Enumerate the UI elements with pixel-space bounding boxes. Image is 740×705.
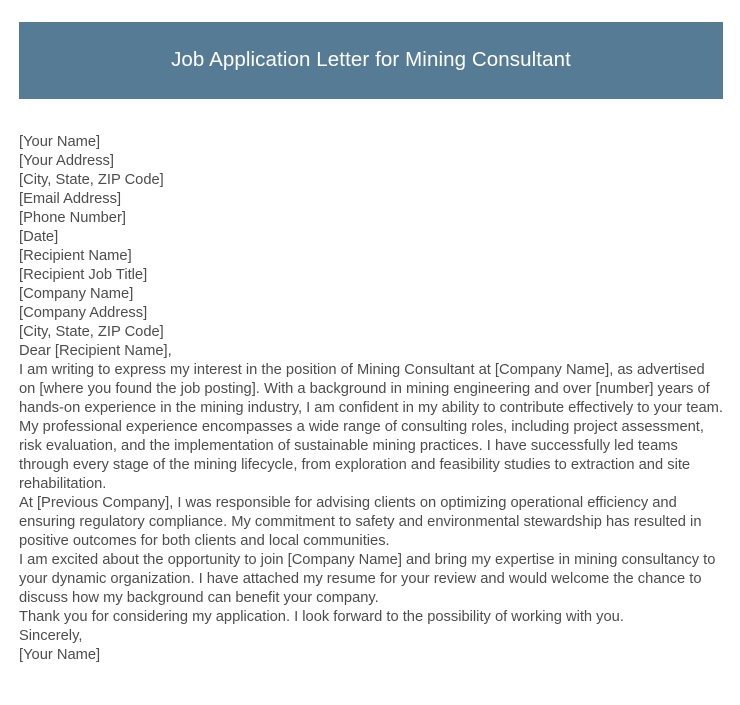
- recipient-city-line: [City, State, ZIP Code]: [19, 324, 164, 340]
- document-header-banner: [19, 22, 723, 99]
- sender-city-line: [City, State, ZIP Code]: [19, 172, 164, 188]
- letter-body: [19, 133, 725, 665]
- letter-paragraph-3: At [Previous Company], I was responsible for advising clients on optimizing operational efficiency and ensuring regulatory compliance. My commitment to safety and environmental stewardship has resulted in positive outcomes for both clients and local communities.: [19, 495, 702, 549]
- sender-address-block: [19, 133, 725, 247]
- recipient-title-line: [Recipient Job Title]: [19, 267, 148, 283]
- recipient-name-line: [Recipient Name]: [19, 248, 132, 264]
- letter-closing: Sincerely,: [19, 628, 83, 644]
- document-title: Job Application Letter for Mining Consultant: [171, 48, 571, 72]
- sender-name-line: [Your Name]: [19, 134, 101, 150]
- sender-email-line: [Email Address]: [19, 191, 122, 207]
- letter-paragraph-2: My professional experience encompasses a wide range of consulting roles, including project assessment, risk evaluation, and the implementation of sustainable mining practices. I have successfully led teams through every stage of the mining lifecycle, from exploration and feasibility studies to extraction and site rehabilitation.: [19, 419, 704, 492]
- letter-paragraph-5: Thank you for considering my application. I look forward to the possibility of working with you.: [19, 609, 624, 625]
- letter-signature: [Your Name]: [19, 647, 101, 663]
- letter-paragraph-4: I am excited about the opportunity to join [Company Name] and bring my expertise in mining consultancy to your dynamic organization. I have attached my resume for your review and would welcome the chance to discuss how my background can benefit your company.: [19, 552, 716, 606]
- letter-date-line: [Date]: [19, 229, 59, 245]
- sender-phone-line: [Phone Number]: [19, 210, 126, 226]
- recipient-company-line: [Company Name]: [19, 286, 134, 302]
- sender-address-line: [Your Address]: [19, 153, 114, 169]
- letter-salutation: Dear [Recipient Name],: [19, 343, 172, 359]
- letter-paragraph-1: I am writing to express my interest in the position of Mining Consultant at [Company Name], as advertised on [where you found the job posting]. With a background in mining engineering and over [number] years of hands-on experience in the mining industry, I am confident in my ability to contribute effectively to your team.: [19, 362, 724, 416]
- recipient-address-line: [Company Address]: [19, 305, 148, 321]
- recipient-address-block: [19, 247, 725, 342]
